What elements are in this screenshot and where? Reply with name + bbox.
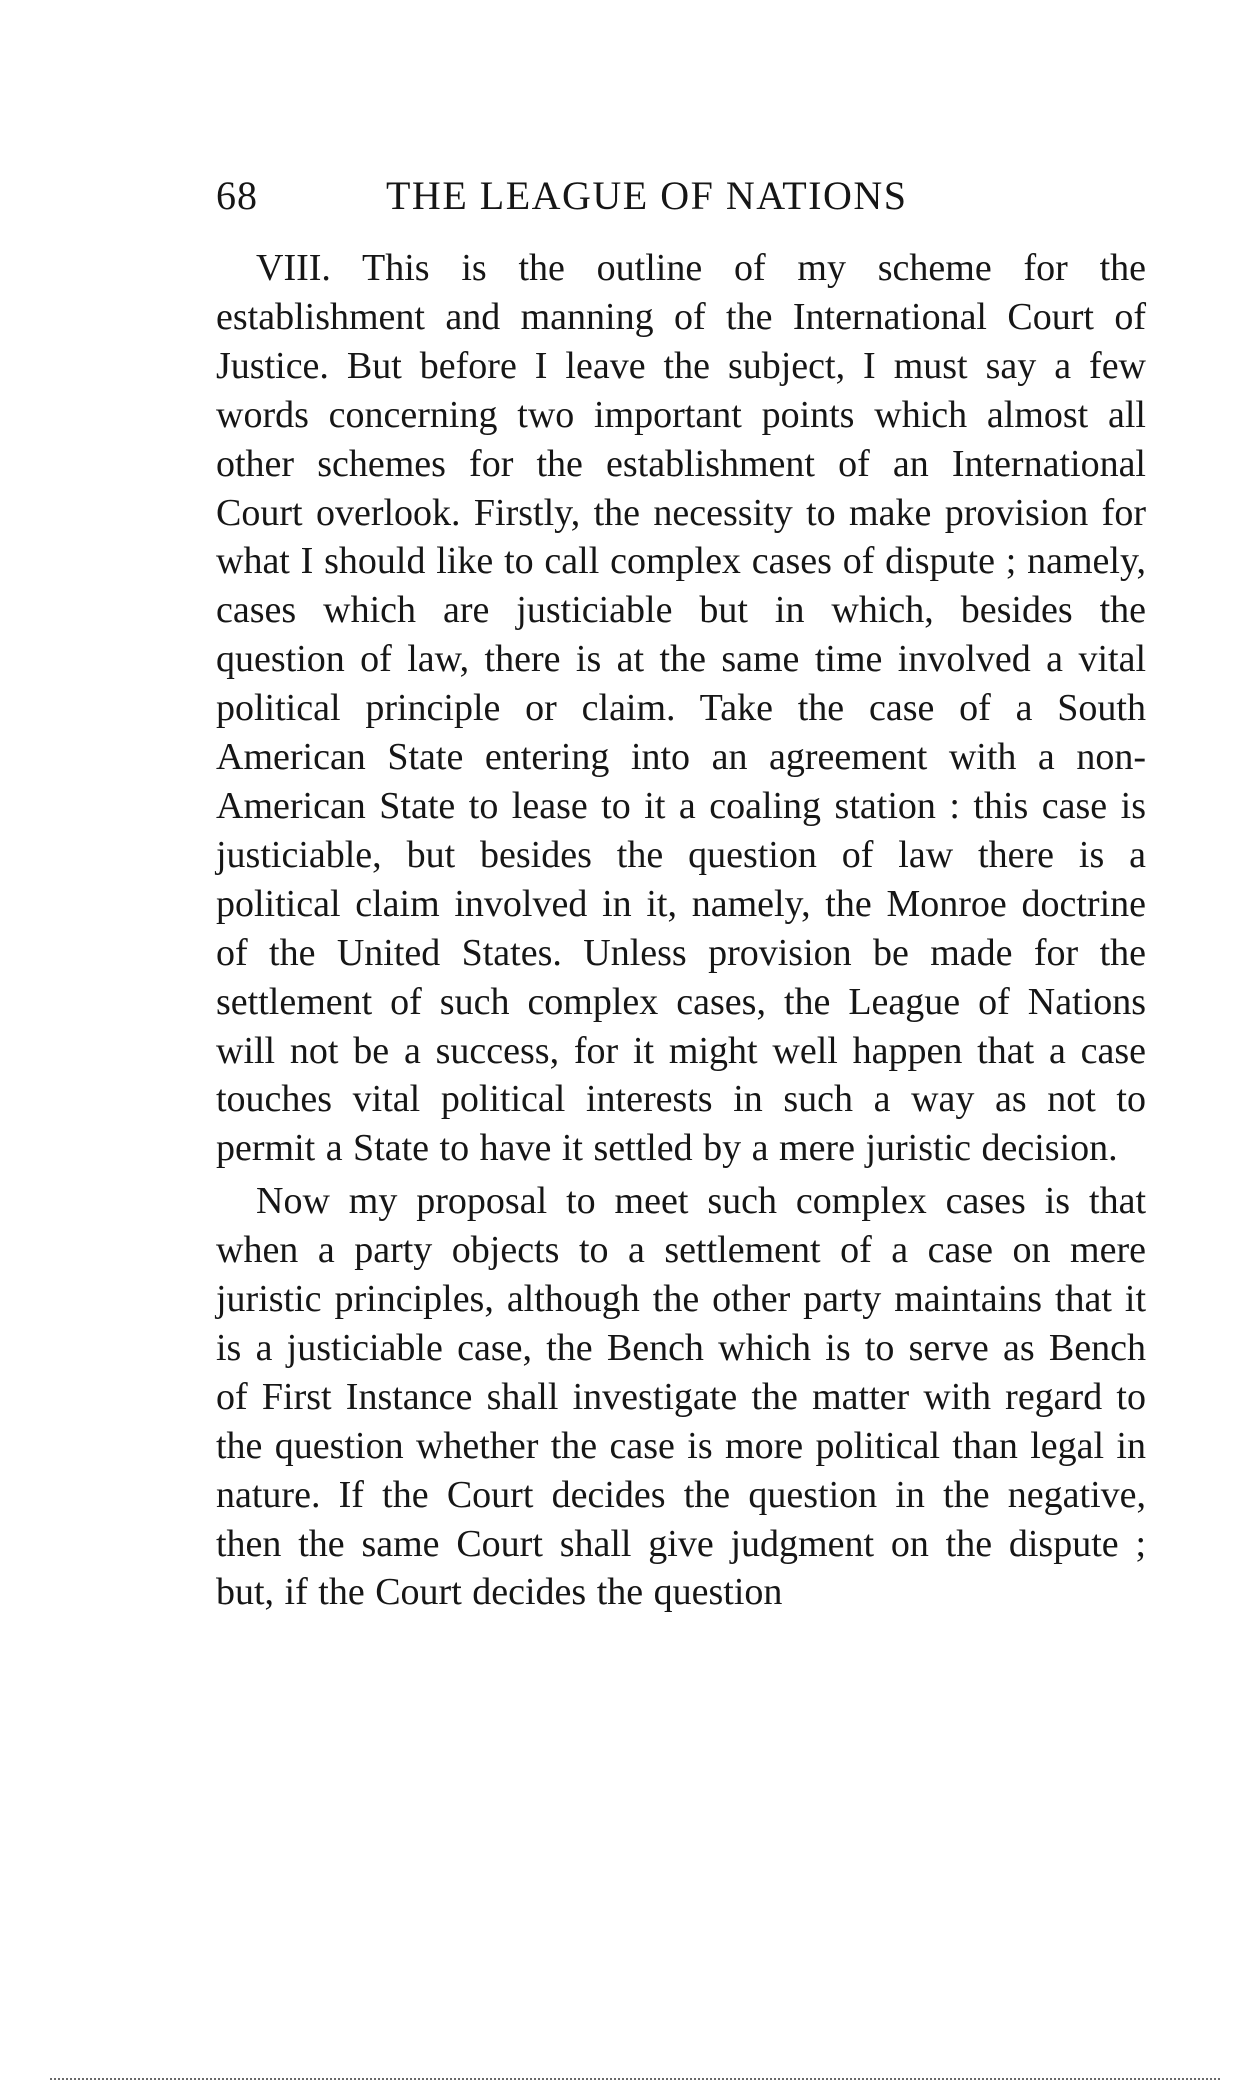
running-title: THE LEAGUE OF NATIONS (386, 173, 908, 218)
page-bottom-edge (50, 2078, 1220, 2080)
running-head (216, 172, 956, 224)
body-text (216, 244, 1146, 1617)
paragraph-complex-cases-proposal: Now my proposal to meet such complex cases is that when a party objects to a settlement of a case on mere juristic principles, although the other party maintains that it is a justiciable case, the Bench which is to serve as Bench of First Instance shall investigate the matter with regard to the question whether the case is more political than legal in nature. If the Court decides the question in the negative, then the same Court shall give judgment on the dispute ; but, if the Court decides the question (216, 1180, 1146, 1614)
page-number: 68 (216, 173, 258, 218)
paragraph-outline-scheme: VIII. This is the outline of my scheme for the establishment and manning of the International Court of Justice. But before I leave the subject, I must say a few words concerning two important points which almost all other schemes for the establishment of an International Court overlook. Firstly, the necessity to make provision for what I should like to call complex cases of dispute ; namely, cases which are justiciable but in which, besides the question of law, there is at the same time involved a vital political principle or claim. Take the case of a South American State entering into an agreement with a non-American State to lease to it a coaling station : this case is justiciable, but besides the question of law there is a political claim involved in it, namely, the Monroe doctrine of the United States. Unless provision be made for the settlement of such complex cases, the League of Nations will not be a success, for it might well happen that a case touches vital political interests in such a way as not to permit a State to have it settled by a mere juristic decision. (216, 247, 1146, 1170)
